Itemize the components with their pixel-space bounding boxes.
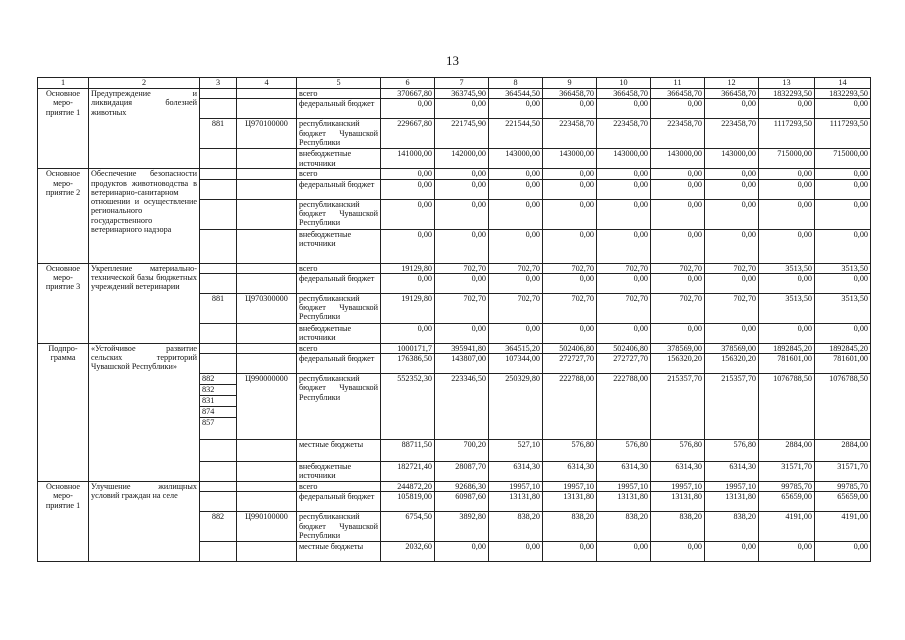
column-number-row <box>38 78 871 89</box>
amount-cell: 838,20 <box>651 512 705 542</box>
amount-cell: 4191,00 <box>759 512 815 542</box>
amount-cell: 0,00 <box>597 169 651 179</box>
amount-cell: 0,00 <box>489 323 543 343</box>
amount-cell: 0,00 <box>759 229 815 263</box>
activity-type-cell: Основное меро-приятие 1 <box>38 482 89 562</box>
ministry-code-cell <box>200 179 237 199</box>
amount-cell: 0,00 <box>543 99 597 119</box>
amount-cell: 229667,80 <box>381 119 435 149</box>
amount-cell: 6314,30 <box>705 462 759 482</box>
amount-cell: 244872,20 <box>381 482 435 492</box>
target-article-cell <box>237 89 297 99</box>
amount-cell: 702,70 <box>597 293 651 323</box>
amount-cell: 0,00 <box>705 273 759 293</box>
amount-cell: 702,70 <box>705 263 759 273</box>
amount-cell: 0,00 <box>435 323 489 343</box>
amount-cell: 0,00 <box>489 199 543 229</box>
amount-cell: 221544,50 <box>489 119 543 149</box>
amount-cell: 0,00 <box>815 542 871 562</box>
funding-source-cell: внебюджетные источники <box>297 149 381 169</box>
amount-cell: 0,00 <box>489 179 543 199</box>
amount-cell: 0,00 <box>597 229 651 263</box>
amount-cell: 143000,00 <box>651 149 705 169</box>
ministry-code-cell <box>200 99 237 119</box>
amount-cell: 19957,10 <box>543 482 597 492</box>
amount-cell: 31571,70 <box>815 462 871 482</box>
amount-cell: 19957,10 <box>705 482 759 492</box>
amount-cell: 0,00 <box>651 179 705 199</box>
amount-cell: 0,00 <box>489 542 543 562</box>
amount-cell: 0,00 <box>705 179 759 199</box>
target-article-cell <box>237 343 297 353</box>
amount-cell: 13131,80 <box>597 492 651 512</box>
amount-cell: 364544,50 <box>489 89 543 99</box>
amount-cell: 838,20 <box>597 512 651 542</box>
activity-name-cell: Укрепление материально-технической базы бюджетных учреждений ветеринарии <box>89 263 200 343</box>
amount-cell: 0,00 <box>543 199 597 229</box>
amount-cell: 0,00 <box>651 273 705 293</box>
amount-cell: 222788,00 <box>597 374 651 440</box>
amount-cell: 0,00 <box>815 199 871 229</box>
amount-cell: 19957,10 <box>489 482 543 492</box>
amount-cell: 143000,00 <box>705 149 759 169</box>
activity-name-cell: Улучшение жилищных условий граждан на селе <box>89 482 200 562</box>
amount-cell: 6314,30 <box>651 462 705 482</box>
amount-cell: 0,00 <box>759 199 815 229</box>
amount-cell: 0,00 <box>435 542 489 562</box>
funding-source-cell: внебюджетные источники <box>297 462 381 482</box>
funding-source-cell: всего <box>297 343 381 353</box>
ministry-code-cell <box>200 374 237 440</box>
amount-cell: 223458,70 <box>543 119 597 149</box>
amount-cell: 838,20 <box>543 512 597 542</box>
amount-cell: 1117293,50 <box>815 119 871 149</box>
amount-cell: 215357,70 <box>651 374 705 440</box>
target-article-cell: Ц970100000 <box>237 119 297 149</box>
target-article-cell <box>237 263 297 273</box>
column-number: 1 <box>38 78 89 89</box>
amount-cell: 0,00 <box>759 323 815 343</box>
activity-name-cell: Предупреждение и ликвидация болезней животных <box>89 89 200 169</box>
amount-cell: 3892,80 <box>435 512 489 542</box>
ministry-code-cell <box>200 273 237 293</box>
funding-source-cell: всего <box>297 482 381 492</box>
amount-cell: 0,00 <box>381 273 435 293</box>
amount-cell: 0,00 <box>381 179 435 199</box>
table-row <box>38 482 871 492</box>
amount-cell: 502406,80 <box>543 343 597 353</box>
amount-cell: 3513,50 <box>759 293 815 323</box>
amount-cell: 0,00 <box>705 169 759 179</box>
column-number: 2 <box>89 78 200 89</box>
amount-cell: 0,00 <box>435 99 489 119</box>
target-article-cell: Ц970300000 <box>237 293 297 323</box>
amount-cell: 0,00 <box>489 99 543 119</box>
column-number: 12 <box>705 78 759 89</box>
amount-cell: 143000,00 <box>543 149 597 169</box>
amount-cell: 0,00 <box>381 169 435 179</box>
funding-source-cell: внебюджетные источники <box>297 229 381 263</box>
target-article-cell <box>237 492 297 512</box>
ministry-code: 874 <box>200 407 236 418</box>
amount-cell: 366458,70 <box>543 89 597 99</box>
amount-cell: 0,00 <box>381 229 435 263</box>
amount-cell: 0,00 <box>435 179 489 199</box>
amount-cell: 250329,80 <box>489 374 543 440</box>
amount-cell: 838,20 <box>489 512 543 542</box>
amount-cell: 65659,00 <box>759 492 815 512</box>
amount-cell: 0,00 <box>815 273 871 293</box>
amount-cell: 1076788,50 <box>815 374 871 440</box>
ministry-code-cell <box>200 149 237 169</box>
amount-cell: 1000171,7 <box>381 343 435 353</box>
amount-cell: 143000,00 <box>597 149 651 169</box>
ministry-code-cell: 882 <box>200 512 237 542</box>
amount-cell: 700,20 <box>435 440 489 462</box>
column-number: 6 <box>381 78 435 89</box>
amount-cell: 99785,70 <box>759 482 815 492</box>
funding-source-cell: федеральный бюджет <box>297 492 381 512</box>
amount-cell: 182721,40 <box>381 462 435 482</box>
amount-cell: 378569,00 <box>705 343 759 353</box>
funding-source-cell: республиканский бюджет Чувашской Республики <box>297 374 381 440</box>
amount-cell: 576,80 <box>597 440 651 462</box>
column-number: 3 <box>200 78 237 89</box>
funding-source-cell: республиканский бюджет Чувашской Республики <box>297 293 381 323</box>
amount-cell: 0,00 <box>597 99 651 119</box>
amount-cell: 502406,80 <box>597 343 651 353</box>
amount-cell: 3513,50 <box>815 293 871 323</box>
amount-cell: 838,20 <box>705 512 759 542</box>
amount-cell: 0,00 <box>597 273 651 293</box>
target-article-cell <box>237 199 297 229</box>
amount-cell: 13131,80 <box>651 492 705 512</box>
amount-cell: 2884,00 <box>759 440 815 462</box>
amount-cell: 141000,00 <box>381 149 435 169</box>
amount-cell: 378569,00 <box>651 343 705 353</box>
amount-cell: 6314,30 <box>489 462 543 482</box>
amount-cell: 0,00 <box>815 99 871 119</box>
column-number: 8 <box>489 78 543 89</box>
amount-cell: 105819,00 <box>381 492 435 512</box>
amount-cell: 0,00 <box>759 542 815 562</box>
amount-cell: 0,00 <box>705 229 759 263</box>
amount-cell: 88711,50 <box>381 440 435 462</box>
amount-cell: 156320,20 <box>705 354 759 374</box>
target-article-cell <box>237 179 297 199</box>
amount-cell: 19129,80 <box>381 293 435 323</box>
table-row <box>38 343 871 353</box>
column-number: 5 <box>297 78 381 89</box>
amount-cell: 4191,00 <box>815 512 871 542</box>
amount-cell: 0,00 <box>705 542 759 562</box>
amount-cell: 0,00 <box>435 199 489 229</box>
target-article-cell: Ц990000000 <box>237 374 297 440</box>
amount-cell: 272727,70 <box>597 354 651 374</box>
funding-source-cell: республиканский бюджет Чувашской Республики <box>297 512 381 542</box>
amount-cell: 0,00 <box>435 229 489 263</box>
amount-cell: 0,00 <box>381 99 435 119</box>
amount-cell: 702,70 <box>651 263 705 273</box>
column-number: 11 <box>651 78 705 89</box>
funding-source-cell: федеральный бюджет <box>297 99 381 119</box>
ministry-code-cell <box>200 263 237 273</box>
ministry-code-cell <box>200 354 237 374</box>
amount-cell: 0,00 <box>651 229 705 263</box>
amount-cell: 221745,90 <box>435 119 489 149</box>
target-article-cell <box>237 542 297 562</box>
ministry-code-cell <box>200 169 237 179</box>
amount-cell: 19957,10 <box>651 482 705 492</box>
amount-cell: 28087,70 <box>435 462 489 482</box>
amount-cell: 31571,70 <box>759 462 815 482</box>
amount-cell: 715000,00 <box>759 149 815 169</box>
target-article-cell <box>237 99 297 119</box>
amount-cell: 223458,70 <box>705 119 759 149</box>
amount-cell: 0,00 <box>597 179 651 199</box>
funding-source-cell: всего <box>297 169 381 179</box>
amount-cell: 552352,30 <box>381 374 435 440</box>
activity-type-cell: Основное меро-приятие 2 <box>38 169 89 263</box>
amount-cell: 0,00 <box>759 179 815 199</box>
ministry-code-cell <box>200 229 237 263</box>
amount-cell: 702,70 <box>543 263 597 273</box>
amount-cell: 0,00 <box>543 273 597 293</box>
amount-cell: 60987,60 <box>435 492 489 512</box>
target-article-cell <box>237 273 297 293</box>
ministry-code-cell <box>200 492 237 512</box>
amount-cell: 222788,00 <box>543 374 597 440</box>
amount-cell: 19957,10 <box>597 482 651 492</box>
table-row <box>38 89 871 99</box>
amount-cell: 0,00 <box>543 229 597 263</box>
amount-cell: 0,00 <box>759 169 815 179</box>
funding-source-cell: внебюджетные источники <box>297 323 381 343</box>
amount-cell: 781601,00 <box>759 354 815 374</box>
column-number: 10 <box>597 78 651 89</box>
amount-cell: 781601,00 <box>815 354 871 374</box>
amount-cell: 0,00 <box>543 169 597 179</box>
amount-cell: 3513,50 <box>759 263 815 273</box>
amount-cell: 702,70 <box>651 293 705 323</box>
amount-cell: 2032,60 <box>381 542 435 562</box>
amount-cell: 1076788,50 <box>759 374 815 440</box>
target-article-cell <box>237 354 297 374</box>
funding-source-cell: федеральный бюджет <box>297 273 381 293</box>
amount-cell: 223458,70 <box>597 119 651 149</box>
amount-cell: 3513,50 <box>815 263 871 273</box>
amount-cell: 13131,80 <box>489 492 543 512</box>
amount-cell: 99785,70 <box>815 482 871 492</box>
amount-cell: 0,00 <box>759 99 815 119</box>
amount-cell: 0,00 <box>705 199 759 229</box>
amount-cell: 176386,50 <box>381 354 435 374</box>
amount-cell: 6754,50 <box>381 512 435 542</box>
amount-cell: 527,10 <box>489 440 543 462</box>
amount-cell: 0,00 <box>543 542 597 562</box>
amount-cell: 366458,70 <box>651 89 705 99</box>
amount-cell: 702,70 <box>543 293 597 323</box>
funding-source-cell: местные бюджеты <box>297 440 381 462</box>
amount-cell: 1832293,50 <box>815 89 871 99</box>
amount-cell: 0,00 <box>651 199 705 229</box>
amount-cell: 395941,80 <box>435 343 489 353</box>
activity-type-cell: Основное меро-приятие 1 <box>38 89 89 169</box>
funding-source-cell: федеральный бюджет <box>297 354 381 374</box>
amount-cell: 0,00 <box>815 229 871 263</box>
amount-cell: 0,00 <box>705 323 759 343</box>
ministry-code: 832 <box>200 385 236 396</box>
amount-cell: 702,70 <box>435 263 489 273</box>
funding-source-cell: республиканский бюджет Чувашской Республики <box>297 119 381 149</box>
column-number: 13 <box>759 78 815 89</box>
ministry-code-cell: 881 <box>200 119 237 149</box>
ministry-code-cell <box>200 462 237 482</box>
amount-cell: 0,00 <box>435 169 489 179</box>
amount-cell: 366458,70 <box>597 89 651 99</box>
amount-cell: 702,70 <box>489 263 543 273</box>
table-row <box>38 263 871 273</box>
amount-cell: 702,70 <box>705 293 759 323</box>
amount-cell: 19129,80 <box>381 263 435 273</box>
amount-cell: 366458,70 <box>705 89 759 99</box>
column-number: 4 <box>237 78 297 89</box>
amount-cell: 1892845,20 <box>815 343 871 353</box>
activity-type-cell: Подпро-грамма <box>38 343 89 481</box>
activity-type-cell: Основное меро-приятие 3 <box>38 263 89 343</box>
budget-table <box>37 77 871 562</box>
funding-source-cell: местные бюджеты <box>297 542 381 562</box>
funding-source-cell: федеральный бюджет <box>297 179 381 199</box>
amount-cell: 0,00 <box>489 169 543 179</box>
amount-cell: 0,00 <box>815 179 871 199</box>
amount-cell: 0,00 <box>651 169 705 179</box>
amount-cell: 0,00 <box>489 229 543 263</box>
ministry-code-cell: 881 <box>200 293 237 323</box>
target-article-cell <box>237 462 297 482</box>
amount-cell: 715000,00 <box>815 149 871 169</box>
target-article-cell <box>237 169 297 179</box>
amount-cell: 0,00 <box>815 323 871 343</box>
amount-cell: 576,80 <box>543 440 597 462</box>
amount-cell: 702,70 <box>435 293 489 323</box>
amount-cell: 0,00 <box>543 179 597 199</box>
amount-cell: 0,00 <box>815 169 871 179</box>
amount-cell: 223458,70 <box>651 119 705 149</box>
amount-cell: 1117293,50 <box>759 119 815 149</box>
amount-cell: 0,00 <box>759 273 815 293</box>
amount-cell: 0,00 <box>381 199 435 229</box>
amount-cell: 223346,50 <box>435 374 489 440</box>
ministry-code-cell <box>200 482 237 492</box>
amount-cell: 143000,00 <box>489 149 543 169</box>
amount-cell: 65659,00 <box>815 492 871 512</box>
ministry-code-cell <box>200 323 237 343</box>
funding-source-cell: республиканский бюджет Чувашской Республики <box>297 199 381 229</box>
amount-cell: 702,70 <box>597 263 651 273</box>
ministry-code: 857 <box>202 418 215 428</box>
target-article-cell <box>237 440 297 462</box>
page-number: 13 <box>446 53 459 68</box>
funding-source-cell: всего <box>297 89 381 99</box>
amount-cell: 6314,30 <box>597 462 651 482</box>
amount-cell: 576,80 <box>705 440 759 462</box>
activity-name-cell: «Устойчивое развитие сельских территорий Чувашской Республики» <box>89 343 200 481</box>
amount-cell: 6314,30 <box>543 462 597 482</box>
amount-cell: 0,00 <box>597 542 651 562</box>
amount-cell: 576,80 <box>651 440 705 462</box>
target-article-cell <box>237 149 297 169</box>
amount-cell: 0,00 <box>489 273 543 293</box>
amount-cell: 0,00 <box>381 323 435 343</box>
target-article-cell <box>237 482 297 492</box>
amount-cell: 0,00 <box>651 323 705 343</box>
amount-cell: 143807,00 <box>435 354 489 374</box>
activity-name-cell: Обеспечение безопасности продуктов животноводства в ветеринарно-санитарном отношении и осуществление регионального государственного ветеринарного надзора <box>89 169 200 263</box>
target-article-cell <box>237 323 297 343</box>
amount-cell: 156320,20 <box>651 354 705 374</box>
amount-cell: 272727,70 <box>543 354 597 374</box>
amount-cell: 13131,80 <box>705 492 759 512</box>
amount-cell: 364515,20 <box>489 343 543 353</box>
ministry-code-cell <box>200 199 237 229</box>
amount-cell: 0,00 <box>705 99 759 119</box>
table-row <box>38 169 871 179</box>
amount-cell: 13131,80 <box>543 492 597 512</box>
amount-cell: 1892845,20 <box>759 343 815 353</box>
amount-cell: 0,00 <box>651 542 705 562</box>
amount-cell: 0,00 <box>543 323 597 343</box>
amount-cell: 92686,30 <box>435 482 489 492</box>
amount-cell: 0,00 <box>651 99 705 119</box>
target-article-cell: Ц990100000 <box>237 512 297 542</box>
ministry-code: 882 <box>200 374 236 385</box>
funding-source-cell: всего <box>297 263 381 273</box>
column-number: 9 <box>543 78 597 89</box>
amount-cell: 107344,00 <box>489 354 543 374</box>
amount-cell: 363745,90 <box>435 89 489 99</box>
amount-cell: 370667,80 <box>381 89 435 99</box>
target-article-cell <box>237 229 297 263</box>
amount-cell: 0,00 <box>597 199 651 229</box>
amount-cell: 1832293,50 <box>759 89 815 99</box>
ministry-code: 831 <box>200 396 236 407</box>
amount-cell: 0,00 <box>597 323 651 343</box>
amount-cell: 0,00 <box>435 273 489 293</box>
amount-cell: 215357,70 <box>705 374 759 440</box>
ministry-code-cell <box>200 343 237 353</box>
column-number: 14 <box>815 78 871 89</box>
ministry-code-cell <box>200 89 237 99</box>
amount-cell: 142000,00 <box>435 149 489 169</box>
ministry-code-cell <box>200 542 237 562</box>
ministry-code-cell <box>200 440 237 462</box>
amount-cell: 702,70 <box>489 293 543 323</box>
amount-cell: 2884,00 <box>815 440 871 462</box>
column-number: 7 <box>435 78 489 89</box>
